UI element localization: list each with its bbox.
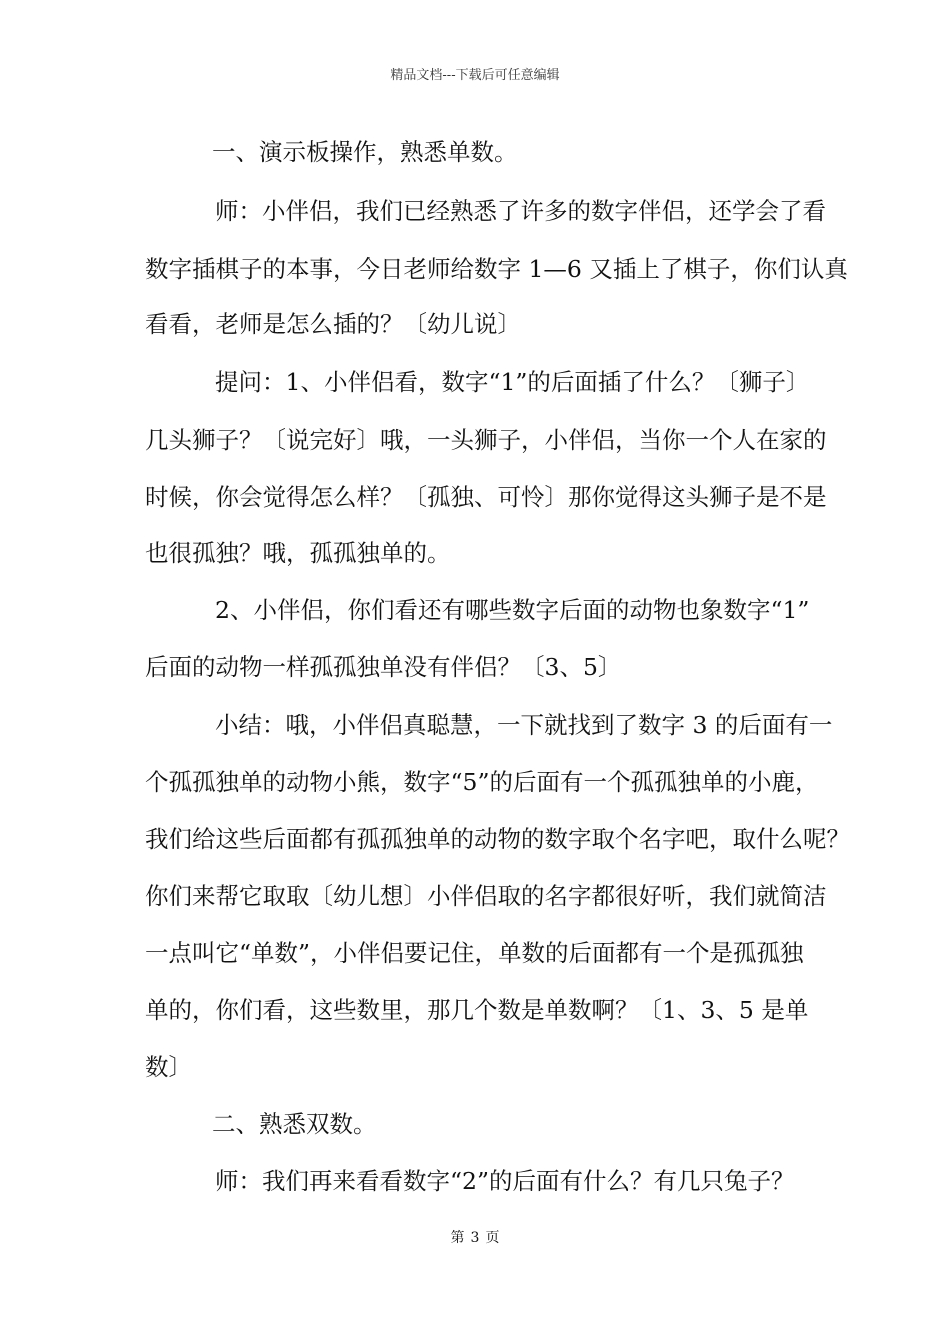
text-line: 单的，你们看，这些数里，那几个数是单数啊？〔1、3、5 是单 (145, 996, 809, 1024)
text-line: 一点叫它“单数”，小伴侣要记住，单数的后面都有一个是孤孤独 (145, 939, 804, 967)
page-number-suffix: 页 (485, 1230, 500, 1246)
text-line: 数〕 (145, 1053, 192, 1081)
page-footer (0, 1227, 950, 1247)
text-line: 二、熟悉双数。 (212, 1110, 377, 1138)
text-line: 也很孤独？哦，孤孤独单的。 (145, 539, 451, 567)
text-line: 师：小伴侣，我们已经熟悉了许多的数字伴侣，还学会了看 (215, 197, 826, 225)
text-line: 提问：1、小伴侣看，数字“1”的后面插了什么？〔狮子〕 (215, 368, 810, 396)
text-line: 2、小伴侣，你们看还有哪些数字后面的动物也象数字“1” (215, 596, 810, 624)
page-header: 精品文档---下载后可任意编辑 (390, 68, 560, 83)
page-number: 3 (470, 1230, 480, 1246)
text-line: 小结：哦，小伴侣真聪慧，一下就找到了数字 3 的后面有一 (215, 711, 833, 739)
text-line: 几头狮子？〔说完好〕哦，一头狮子，小伴侣，当你一个人在家的 (145, 426, 827, 454)
text-line: 看看，老师是怎么插的？〔幼儿说〕 (145, 310, 521, 338)
text-line: 后面的动物一样孤孤独单没有伴侣？〔3、5〕 (145, 653, 622, 681)
text-line: 数字插棋子的本事，今日老师给数字 1—6 又插上了棋子，你们认真 (145, 255, 848, 283)
text-line: 一、演示板操作，熟悉单数。 (212, 138, 518, 166)
page-number-prefix: 第 (450, 1230, 465, 1246)
text-line: 个孤孤独单的动物小熊，数字“5”的后面有一个孤孤独单的小鹿， (145, 768, 819, 796)
text-line: 时候，你会觉得怎么样？〔孤独、可怜〕那你觉得这头狮子是不是 (145, 483, 827, 511)
text-line: 师：我们再来看看数字“2”的后面有什么？有几只兔子？ (215, 1167, 795, 1195)
text-line: 你们来帮它取取〔幼儿想〕小伴侣取的名字都很好听，我们就简洁 (145, 882, 827, 910)
text-line: 我们给这些后面都有孤孤独单的动物的数字取个名字吧，取什么呢？ (145, 825, 850, 853)
